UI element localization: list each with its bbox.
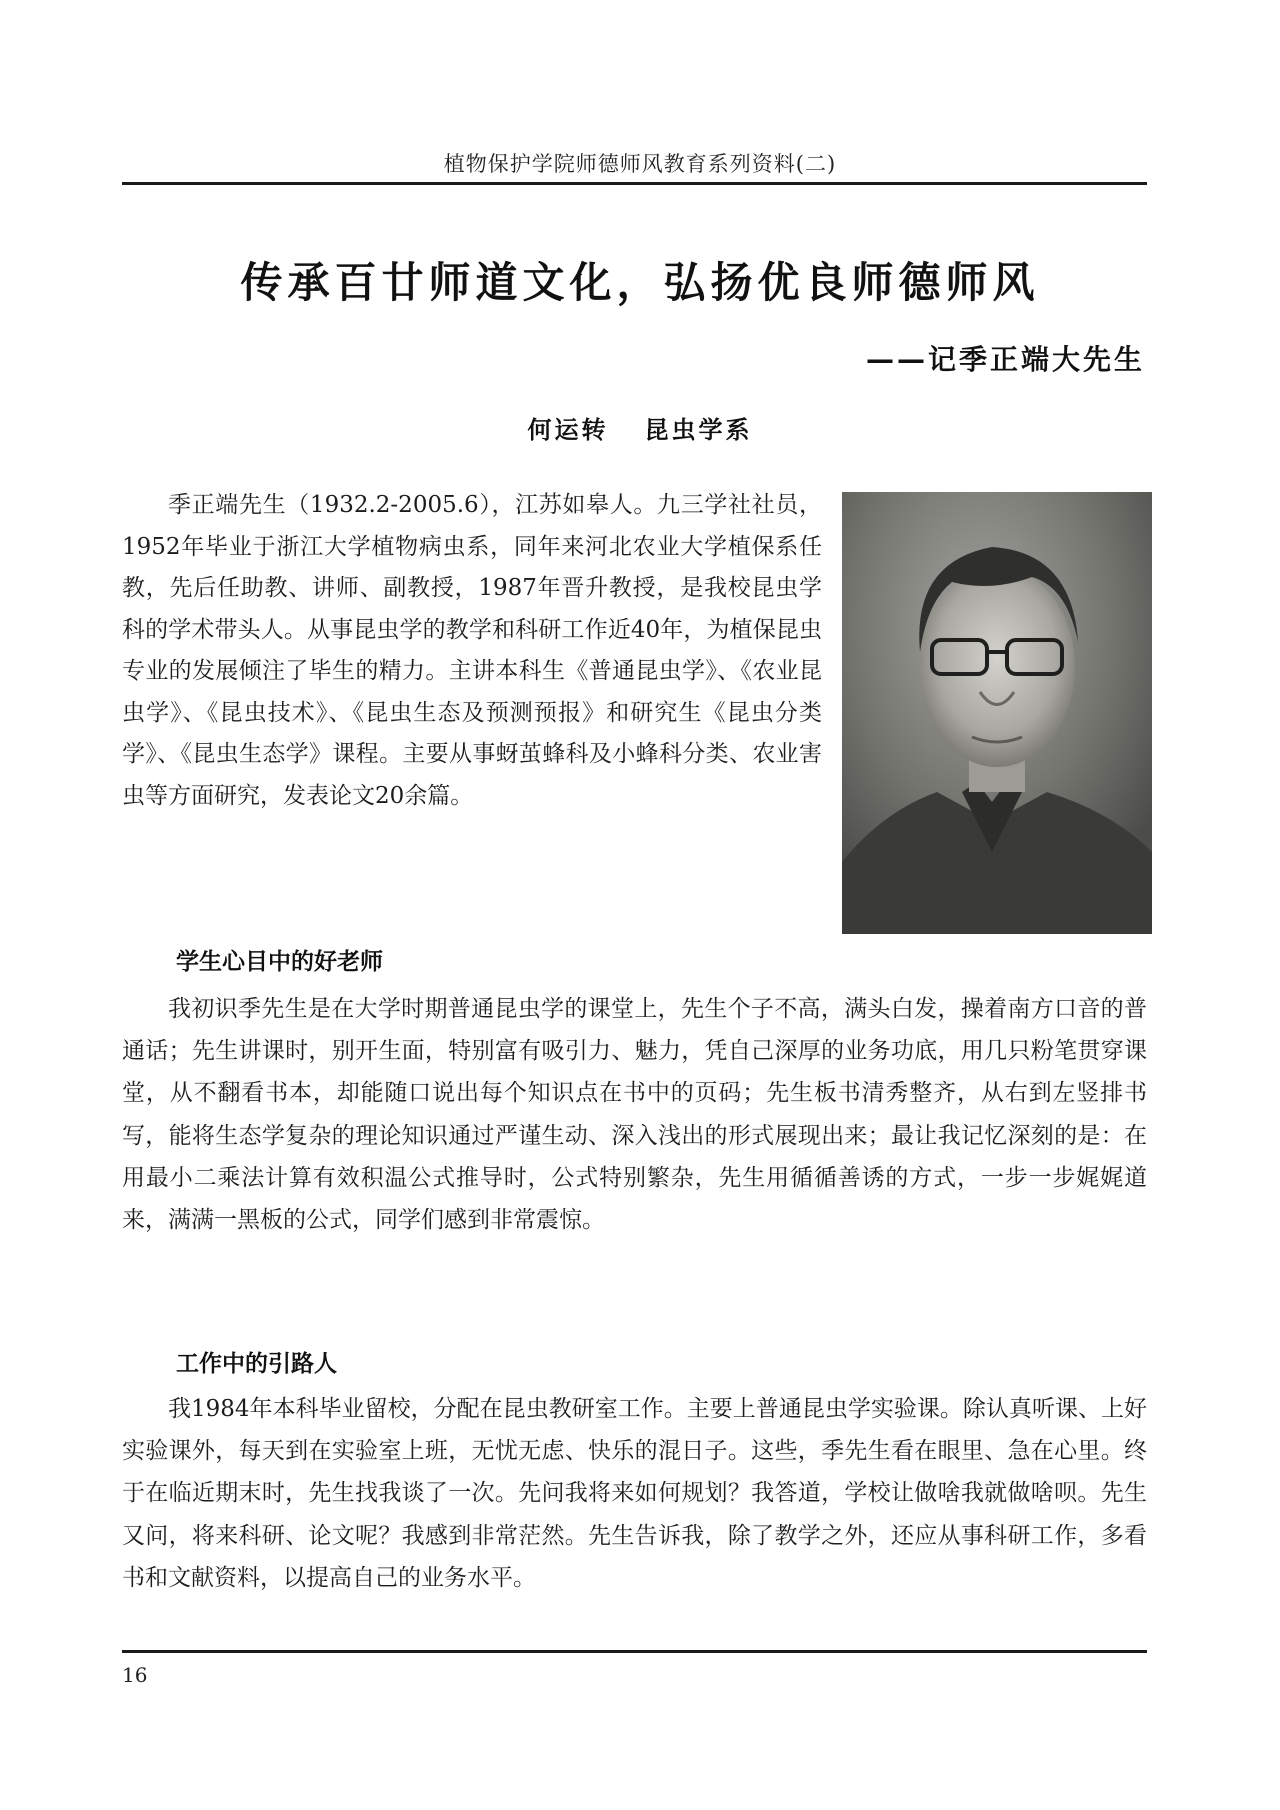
article-title: 传承百廿师道文化，弘扬优良师德师风 — [240, 258, 1040, 307]
article-subtitle: ——记季正端大先生 — [865, 343, 1145, 376]
section-heading-guide-at-work: 工作中的引路人 — [176, 1351, 337, 1377]
section-paragraph: 我1984年本科毕业留校，分配在昆虫教研室工作。主要上普通昆虫学实验课。除认真听课、上好实验课外，每天到在实验室上班，无忧无虑、快乐的混日子。这些，季先生看在眼里、急在心里。终于在临近期末时，先生找我谈了一次。先问我将来如何规划？我答道，学校让做啥我就做啥呗。先生又问，将来科研、论文呢？我感到非常茫然。先生告诉我，除了教学之外，还应从事科研工作，多看书和文献资料，以提高自己的业务水平。 — [122, 1396, 1147, 1591]
page-number: 16 — [122, 1663, 148, 1687]
author-department: 昆虫学系 — [644, 416, 753, 444]
intro-paragraph: 季正端先生（1932.2-2005.6），江苏如皋人。九三学社社员，1952年毕业于浙江大学植物病虫系，同年来河北农业大学植保系任教，先后任助教、讲师、副教授，1987年晋升教授，是我校昆虫学科的学术带头人。从事昆虫学的教学和科研工作近40年，为植保昆虫专业的发展倾注了毕生的精力。主讲本科生《普通昆虫学》、《农业昆虫学》、《昆虫技术》、《昆虫生态及预测预报》和研究生《昆虫分类学》、《昆虫生态学》课程。主要从事蚜茧蜂科及小蜂科分类、农业害虫等方面研究，发表论文20余篇。 — [122, 492, 822, 809]
author-name: 何运转 — [527, 416, 609, 444]
portrait-photo — [842, 492, 1152, 934]
running-header: 植物保护学院师德师风教育系列资料(二) — [443, 152, 837, 176]
section-heading-good-teacher: 学生心目中的好老师 — [176, 949, 383, 975]
footer-rule — [122, 1650, 1147, 1653]
section-paragraph: 我初识季先生是在大学时期普通昆虫学的课堂上，先生个子不高，满头白发，操着南方口音的普通话；先生讲课时，别开生面，特别富有吸引力、魅力，凭自己深厚的业务功底，用几只粉笔贯穿课堂，从不翻看书本，却能随口说出每个知识点在书中的页码；先生板书清秀整齐，从右到左竖排书写，能将生态学复杂的理论知识通过严谨生动、深入浅出的形式展现出来；最让我记忆深刻的是：在用最小二乘法计算有效积温公式推导时，公式特别繁杂，先生用循循善诱的方式，一步一步娓娓道来，满满一黑板的公式，同学们感到非常震惊。 — [122, 996, 1147, 1234]
byline — [0, 410, 1280, 445]
header-rule — [122, 182, 1147, 185]
